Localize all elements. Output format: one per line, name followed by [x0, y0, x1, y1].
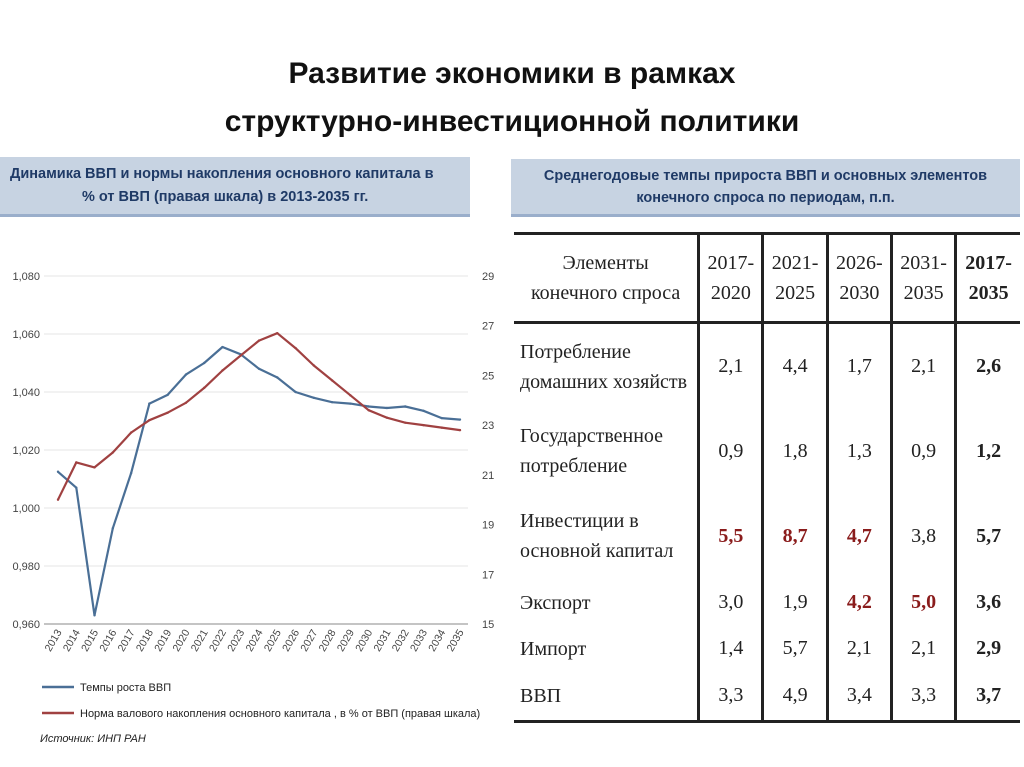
point-gdp-growth [294, 391, 296, 393]
x-tick-label: 2021 [188, 627, 211, 654]
left-tick-label: 1,040 [12, 387, 40, 399]
point-capital-accumulation [221, 369, 223, 371]
table-cell: 8,7 [763, 493, 827, 580]
point-gdp-growth [404, 405, 406, 407]
x-tick-label: 2032 [389, 627, 412, 654]
row-label: Потребление домашних хозяйств [520, 340, 688, 393]
x-tick-label: 2015 [79, 627, 102, 654]
x-tick-label: 2033 [407, 627, 431, 654]
x-tick-label: 2034 [426, 627, 449, 654]
column-header-2026-2030: 2026- 2030 [827, 234, 891, 323]
table-cell: 2,1 [827, 626, 891, 672]
table-header-row [514, 234, 1020, 323]
table-cell: 4,7 [827, 493, 891, 580]
point-capital-accumulation [112, 451, 114, 453]
x-tick-label: 2024 [243, 627, 266, 654]
column-header-2017-2020: 2017- 2020 [699, 234, 763, 323]
table-cell: 1,2 [956, 410, 1020, 493]
x-tick-label: 2028 [316, 627, 339, 654]
row-label: ВВП [514, 672, 699, 722]
x-tick-label: 2020 [170, 627, 193, 654]
x-tick-label: 2030 [353, 627, 376, 654]
table-cell: 3,4 [827, 672, 891, 722]
point-capital-accumulation [404, 421, 406, 423]
table-cell: 5,0 [891, 580, 955, 626]
row-label: Инвестиции в основной капитал [520, 510, 674, 562]
left-axis-ticks [12, 271, 40, 631]
x-tick-label: 2018 [133, 627, 156, 654]
table-row [514, 323, 1020, 410]
table-cell: 5,5 [699, 493, 763, 580]
point-capital-accumulation [57, 499, 59, 501]
gdp-accumulation-chart [0, 230, 495, 730]
point-gdp-growth [367, 405, 369, 407]
point-gdp-growth [221, 346, 223, 348]
table-cell: 1,9 [763, 580, 827, 626]
chart-header-line1: Динамика ВВП и нормы накопления основного капитала в [10, 166, 434, 182]
table-row [514, 493, 1020, 580]
point-capital-accumulation [93, 466, 95, 468]
right-tick-label: 17 [482, 569, 495, 582]
right-tick-label: 15 [482, 619, 495, 631]
table-cell: 2,1 [699, 323, 763, 410]
point-gdp-growth [422, 410, 424, 412]
point-gdp-growth [276, 376, 278, 378]
x-tick-label: 2023 [225, 627, 248, 654]
x-tick-label: 2016 [97, 627, 120, 654]
point-capital-accumulation [386, 416, 388, 418]
row-label: Государственное потребление [520, 425, 664, 477]
point-gdp-growth [130, 472, 132, 474]
column-header-elements: Элементы конечного спроса [514, 234, 699, 323]
point-gdp-growth [93, 614, 95, 616]
table-cell: 1,3 [827, 410, 891, 493]
point-gdp-growth [349, 402, 351, 404]
point-capital-accumulation [367, 409, 369, 411]
table-cell: 1,8 [763, 410, 827, 493]
table-cell: 4,2 [827, 580, 891, 626]
row-label: Импорт [520, 637, 587, 660]
point-capital-accumulation [166, 412, 168, 414]
right-tick-label: 29 [482, 271, 495, 283]
point-capital-accumulation [240, 354, 242, 356]
table-cell: 5,7 [763, 626, 827, 672]
table-row [514, 580, 1020, 626]
right-tick-label: 21 [482, 469, 495, 482]
x-tick-label: 2025 [261, 627, 284, 654]
row-label: Экспорт [520, 591, 591, 614]
right-tick-label: 19 [482, 519, 495, 532]
x-tick-label: 2027 [298, 627, 321, 654]
point-capital-accumulation [148, 419, 150, 421]
table-cell: 0,9 [699, 410, 763, 493]
left-tick-label: 0,960 [12, 619, 40, 631]
table-cell: 3,6 [956, 580, 1020, 626]
right-tick-label: 23 [482, 420, 495, 433]
table-cell: 2,1 [891, 626, 955, 672]
table-panel-header [511, 159, 1020, 217]
point-capital-accumulation [459, 429, 461, 431]
right-axis-ticks [482, 271, 494, 631]
table-cell: 5,7 [956, 493, 1020, 580]
point-gdp-growth [441, 417, 443, 419]
table-cell: 3,8 [891, 493, 955, 580]
table-cell: 0,9 [891, 410, 955, 493]
x-tick-label: 2013 [42, 627, 65, 654]
point-capital-accumulation [185, 402, 187, 404]
point-gdp-growth [258, 368, 260, 370]
growth-rates-table [514, 232, 1020, 723]
table-cell: 3,0 [699, 580, 763, 626]
table-cell: 2,9 [956, 626, 1020, 672]
right-tick-label: 25 [482, 370, 495, 383]
point-capital-accumulation [130, 431, 132, 433]
point-capital-accumulation [349, 394, 351, 396]
x-tick-label: 2017 [115, 627, 138, 654]
x-tick-label: 2031 [371, 627, 394, 654]
table-cell: 4,9 [763, 672, 827, 722]
x-tick-label: 2019 [152, 627, 175, 654]
point-gdp-growth [75, 487, 77, 489]
point-gdp-growth [331, 401, 333, 403]
table-cell: 2,6 [956, 323, 1020, 410]
x-tick-label: 2035 [444, 627, 467, 654]
column-header-2021-2025: 2021- 2025 [763, 234, 827, 323]
point-gdp-growth [459, 418, 461, 420]
table-cell: 3,3 [699, 672, 763, 722]
x-tick-label: 2029 [334, 627, 357, 654]
left-tick-label: 1,080 [12, 271, 40, 283]
table-cell: 1,4 [699, 626, 763, 672]
point-capital-accumulation [258, 339, 260, 341]
table-body [514, 323, 1020, 722]
legend-label-gdp: Темпы роста ВВП [80, 682, 172, 694]
point-capital-accumulation [294, 347, 296, 349]
point-gdp-growth [166, 394, 168, 396]
point-capital-accumulation [313, 364, 315, 366]
point-capital-accumulation [331, 379, 333, 381]
point-gdp-growth [148, 402, 150, 404]
column-header-2017-2035: 2017- 2035 [956, 234, 1020, 323]
point-gdp-growth [57, 471, 59, 473]
table-header-line2: конечного спроса по периодам, п.п. [636, 190, 895, 206]
point-gdp-growth [203, 362, 205, 364]
point-capital-accumulation [203, 387, 205, 389]
point-gdp-growth [185, 373, 187, 375]
chart-header-line2: % от ВВП (правая шкала) в 2013-2035 гг. [82, 189, 369, 205]
source-note: Источник: ИНП РАН [40, 733, 146, 745]
chart-panel-header [0, 157, 470, 217]
table-row [514, 672, 1020, 722]
table-cell: 3,7 [956, 672, 1020, 722]
table-cell: 4,4 [763, 323, 827, 410]
table-header-line1: Среднегодовые темпы прироста ВВП и основных элементов [543, 168, 988, 184]
slide-title-line2: структурно-инвестиционной политики [224, 105, 800, 138]
slide-title [0, 50, 1024, 146]
left-tick-label: 0,980 [12, 561, 40, 573]
table-cell: 3,3 [891, 672, 955, 722]
point-gdp-growth [386, 407, 388, 409]
table-row [514, 410, 1020, 493]
left-tick-label: 1,020 [12, 445, 40, 457]
x-tick-label: 2022 [206, 627, 230, 654]
table-cell: 1,7 [827, 323, 891, 410]
point-capital-accumulation [441, 426, 443, 428]
point-capital-accumulation [422, 424, 424, 426]
point-gdp-growth [313, 397, 315, 399]
x-axis-ticks [43, 627, 467, 653]
column-header-2031-2035: 2031- 2035 [891, 234, 955, 323]
x-tick-label: 2014 [60, 627, 83, 654]
legend-label-accumulation: Норма валового накопления основного капитала , в % от ВВП (правая шкала) [80, 708, 481, 720]
x-tick-label: 2026 [280, 627, 303, 654]
chart-legend [42, 682, 480, 720]
right-tick-label: 27 [482, 320, 495, 333]
point-capital-accumulation [75, 461, 77, 463]
point-gdp-growth [112, 527, 114, 529]
table-row [514, 626, 1020, 672]
table-cell: 2,1 [891, 323, 955, 410]
point-capital-accumulation [276, 332, 278, 334]
slide-title-line1: Развитие экономики в рамках [288, 57, 736, 90]
left-tick-label: 1,000 [12, 503, 40, 515]
left-tick-label: 1,060 [12, 329, 40, 341]
